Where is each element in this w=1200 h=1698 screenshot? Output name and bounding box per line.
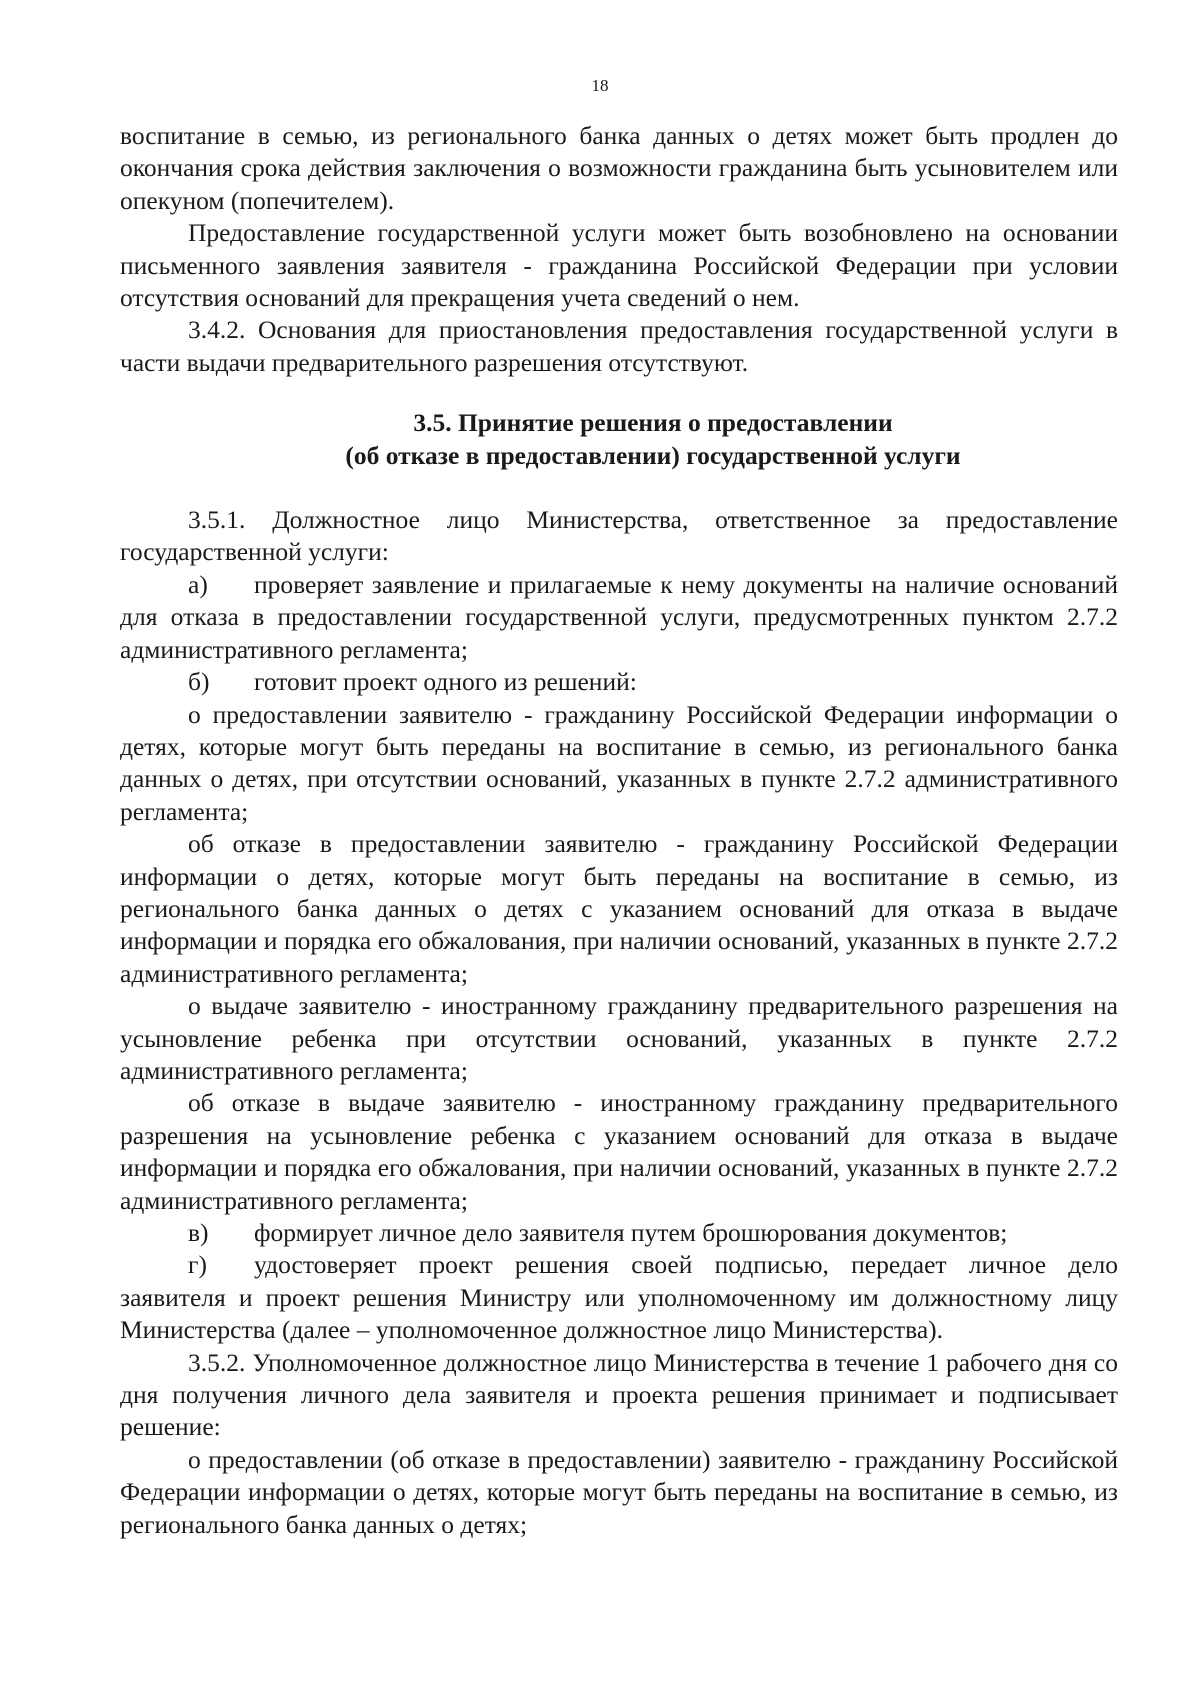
list-item-v-text: формирует личное дело заявителя путем брошюрования документов;: [254, 1218, 1008, 1247]
decision-option-2: об отказе в предоставлении заявителю - гражданину Российской Федерации информации о детях, которые могут быть переданы на воспитание в семью, из регионального банка данных о детях с указанием оснований для отказа в выдаче информации и порядка его обжалования, при наличии оснований, указанных в пункте 2.7.2 административного регламента;: [120, 829, 1118, 988]
paragraph-resumption: Предоставление государственной услуги может быть возобновлено на основании письменного заявления заявителя - гражданина Российской Федерации при условии отсутствия оснований для прекращения учета сведений о нем.: [120, 218, 1118, 313]
decision-option-3: о выдаче заявителю - иностранному гражданину предварительного разрешения на усыновление ребенка при отсутствии оснований, указанных в пункте 2.7.2 административного регламента;: [120, 991, 1118, 1085]
document-body: [120, 120, 1118, 1541]
section-title-line1: 3.5. Принятие решения о предоставлении: [413, 408, 893, 438]
decision-option-4: об отказе в выдаче заявителю - иностранному гражданину предварительного разрешения на усыновление ребенка с указанием оснований для отказа в выдаче информации и порядка его обжалования, при наличии оснований, указанных в пункте 2.7.2 административного регламента;: [120, 1088, 1118, 1215]
list-item-b-text: готовит проект одного из решений:: [254, 667, 637, 697]
list-item-g: [120, 1249, 1118, 1346]
list-item-b: [120, 666, 1118, 698]
list-item-a: [120, 569, 1118, 666]
decision-option-1: о предоставлении заявителю - гражданину Российской Федерации информации о детях, которые могут быть переданы на воспитание в семью, из регионального банка данных о детях, при отсутствии оснований, указанных в пункте 2.7.2 административного регламента;: [120, 699, 1118, 826]
paragraph-3-4-2: 3.4.2. Основания для приостановления предоставления государственной услуги в части выдачи предварительного разрешения отсутствуют.: [120, 315, 1118, 377]
paragraph-3-5-1: 3.5.1. Должностное лицо Министерства, ответственное за предоставление государственной услуги:: [120, 505, 1118, 567]
list-marker-b: б): [188, 667, 210, 697]
section-title-line2: (об отказе в предоставлении) государственной услуги: [345, 440, 961, 470]
list-item-g-text: удостоверяет проект решения своей подписью, передает личное дело заявителя и проект решения Министру или уполномоченному им должностному лицу Министерства (далее – уполномоченное должностное лицо Министерства).: [120, 1250, 1118, 1345]
list-marker-v: в): [188, 1218, 209, 1247]
paragraph-3-5-2: 3.5.2. Уполномоченное должностное лицо Министерства в течение 1 рабочего дня со дня получения личного дела заявителя и проекта решения принимает и подписывает решение:: [120, 1347, 1118, 1442]
paragraph-continuation: воспитание в семью, из регионального банка данных о детях может быть продлен до окончания срока действия заключения о возможности гражданина быть усыновителем или опекуном (попечителем).: [120, 121, 1118, 215]
list-item-v: [120, 1217, 1118, 1249]
list-item-a-text: проверяет заявление и прилагаемые к нему документы на наличие оснований для отказа в предоставлении государственной услуги, предусмотренных пунктом 2.7.2 административного регламента;: [120, 569, 1118, 664]
list-marker-g: г): [188, 1250, 207, 1280]
page-number: 18: [591, 76, 609, 95]
paragraph-3-5-2-option: о предоставлении (об отказе в предоставлении) заявителю - гражданину Российской Федерации информации о детях, которые могут быть переданы на воспитание в семью, из регионального банка данных о детях;: [120, 1444, 1118, 1539]
list-marker-a: а): [188, 569, 208, 599]
